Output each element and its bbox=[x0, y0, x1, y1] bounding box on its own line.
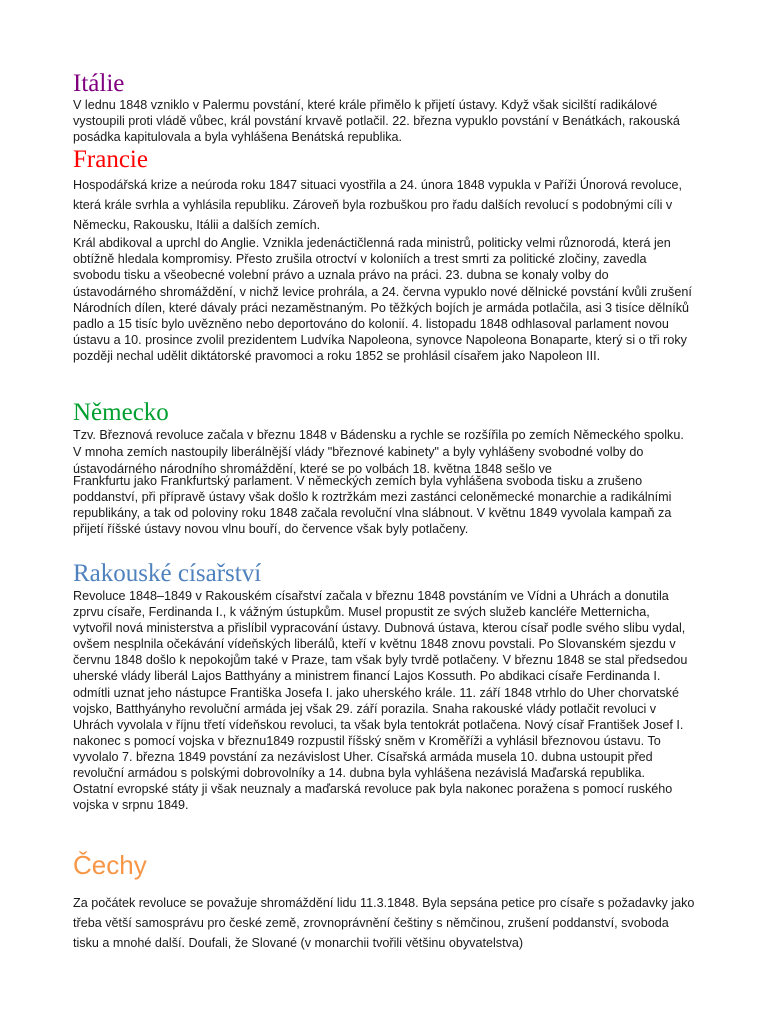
paragraph-nemecko-2: Frankfurtu jako Frankfurtský parlament. V německých zemích byla vyhlášena svoboda tisku a zrušeno poddanství, při přípravě ústavy však došlo k roztržkám mezi zastánci celoněmecké monarchie a radikálními republikány, a tak od poloviny roku 1848 začala revoluční vlna slábnout. V květnu 1849 vyvolala kampaň za přijetí říšské ústavy novou vlnu bouří, do července však byly potlačeny. bbox=[73, 474, 672, 536]
paragraph-cechy: Za počátek revoluce se považuje shromáždění lidu 11.3.1848. Byla sepsána petice pro císaře s požadavky jako třeba větší samosprávu pro české země, zrovnoprávnění češtiny s němčinou, zrušení poddanství, svoboda tisku a mnohé další. Doufali, že Slované (v monarchii tvořili většinu obyvatelstva) bbox=[73, 896, 695, 950]
heading-italie: Itálie bbox=[73, 70, 125, 97]
paragraph-francie-1: Hospodářská krize a neúroda roku 1847 situaci vyostřila a 24. února 1848 vypukla v Paříži Únorová revoluce, která krále svrhla a vyhlásila republiku. Zároveň byla rozbuškou pro řadu dalších revolucí s podobnými cíli v Německu, Rakousku, Itálii a dalších zemích. bbox=[73, 178, 683, 232]
paragraph-francie-2: Král abdikoval a uprchl do Anglie. Vznikla jedenáctičlenná rada ministrů, politicky velmi různorodá, která jen obtížně hledala kompromisy. Přesto zrušila otroctví v koloniích a trest smrti za politické zločiny, zavedla svobodu tisku a všeobecné volební právo a uznala právo na práci. 23. dubna se konaly volby do ústavodárného shromáždění, v nichž levice prohrála, a 24. června vypuklo nové dělnické povstání kvůli zrušení Národních dílen, které dávaly práci nezaměstnaným. Po těžkých bojích je armáda potlačila, asi 3 tisíce dělníků padlo a 15 tisíc bylo uvězněno nebo deportováno do kolonií. 4. listopadu 1848 odhlasoval parlament novou ústavu a 10. prosince zvolil prezidentem Ludvíka Napoleona, synovce Napoleona Bonaparte, který si o tři roky později nechal udělit diktátorské pravomoci a roku 1852 se prohlásil císařem jako Napoleon III. bbox=[73, 236, 692, 364]
heading-nemecko: Německo bbox=[73, 399, 169, 426]
paragraph-rakousko: Revoluce 1848–1849 v Rakouském císařství začala v březnu 1848 povstáním ve Vídni a Uhrách a donutila zprvu císaře, Ferdinanda I., k vážným ústupkům. Musel propustit ze svých služeb kancléře Metternicha, vytvořil nová ministerstva a přislíbil vypracování ústavy. Dubnová ústava, kterou císař podle svého slibu vydal, ovšem nesplnila očekávání vídeňských liberálů, kteří v květnu 1848 znovu povstali. Po Slovanském sjezdu v červnu 1848 došlo k nepokojům také v Praze, tam však byly tvrdě potlačeny. V březnu 1848 se stal předsedou uherské vlády liberál Lajos Batthyány a ministrem financí Lajos Kossuth. Po abdikaci císaře Ferdinanda I. odmítli uznat jeho nástupce Františka Josefa I. jako uherského krále. 11. září 1848 vtrhlo do Uher chorvatské vojsko, Batthyányho revoluční armáda jej však 29. září porazila. Snaha rakouské vlády potlačit revoluci v Uhrách vyvolala v říjnu třetí vídeňskou revoluci, ta však byla tentokrát potlačena. Nový císař František Josef I. nakonec s pomocí vojska v březnu1849 rozpustil říšský sněm v Kroměříži a vyhlásil březnovou ústavu. To vyvolalo 7. března 1849 povstání za nezávislost Uher. Císařská armáda musela 10. dubna ustoupit před revoluční armádou s polskými dobrovolníky a 14. dubna byla vyhlášena nezávislá Maďarská republika. Ostatní evropské státy ji však neuznaly a maďarská revoluce pak byla nakonec poražena s pomocí ruského vojska v srpnu 1849. bbox=[73, 589, 688, 813]
heading-cechy: Čechy bbox=[73, 850, 147, 880]
paragraph-nemecko-1: Tzv. Březnová revoluce začala v březnu 1848 v Bádensku a rychle se rozšířila po zemích Německého spolku. V mnoha zemích nastoupily liberálnější vlády "březnové kabinety" a byly vyhlášeny svobodné volby do ústavodárného národního shromáždění, které se po volbách 18. května 1848 sešlo ve bbox=[73, 428, 684, 476]
paragraph-italie: V lednu 1848 vzniklo v Palermu povstání, které krále přimělo k přijetí ústavy. Když však sicilští radikálové vystoupili proti vládě vůbec, král povstání krvavě potlačil. 22. března vypuklo povstání v Benátkách, rakouská posádka kapitulovala a byla vyhlášena Benátská republika. bbox=[73, 98, 680, 144]
heading-francie: Francie bbox=[73, 146, 148, 173]
heading-rakousko: Rakouské císařství bbox=[73, 560, 262, 587]
